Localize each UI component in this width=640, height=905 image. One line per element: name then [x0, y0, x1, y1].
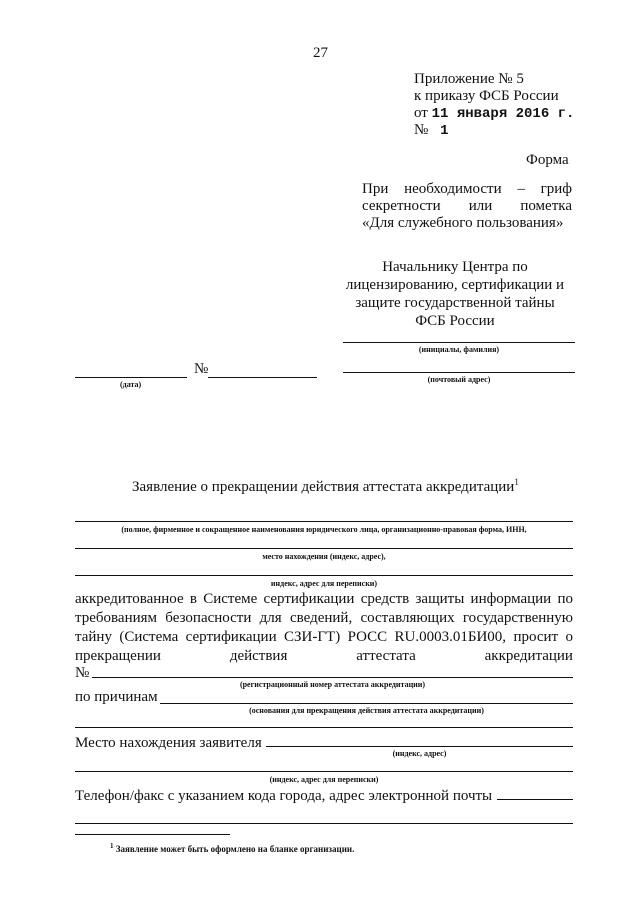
postal-address-line[interactable] — [343, 372, 575, 373]
footnote — [110, 840, 354, 855]
org-location-caption: место нахождения (индекс, адрес), — [262, 552, 386, 561]
applicant-mail-caption: (индекс, адрес для переписки) — [269, 775, 379, 784]
phone-line-2[interactable] — [75, 823, 573, 824]
secrecy-word: – — [517, 181, 525, 197]
org-mail-line[interactable] — [75, 575, 573, 576]
addressee-line4: ФСБ России — [415, 313, 495, 329]
appendix-order: к приказу ФСБ России — [414, 88, 559, 104]
appendix-number — [414, 121, 448, 140]
reg-number-sign: № — [75, 665, 90, 681]
secrecy-word: или — [468, 198, 493, 214]
body-word: прекращении — [75, 648, 161, 664]
secrecy-word: При — [362, 181, 389, 197]
page-number: 27 — [313, 45, 328, 61]
date-line[interactable] — [75, 377, 187, 378]
phone-line[interactable] — [497, 799, 573, 800]
statement-title-text: Заявление о прекращении действия аттестата аккредитации — [132, 479, 515, 495]
reg-number-caption: (регистрационный номер аттестата аккредитации) — [239, 680, 426, 689]
applicant-location-caption: (индекс, адрес) — [392, 749, 447, 758]
applicant-mail-line[interactable] — [75, 771, 573, 772]
appendix-date-value: 11 января 2016 г. — [431, 106, 575, 122]
footnote-text: Заявление может быть оформлено на бланке организации. — [115, 844, 355, 854]
secrecy-word: гриф — [540, 181, 572, 197]
footnote-ref: 1 — [514, 477, 519, 487]
body-line4 — [75, 647, 573, 665]
org-location-line[interactable] — [75, 548, 573, 549]
form-label: Форма — [526, 152, 569, 168]
outgoing-number-line[interactable] — [208, 377, 317, 378]
body-line1: аккредитованное в Системе сертификации средств защиты информации по — [75, 591, 573, 607]
appendix-title: Приложение № 5 — [414, 71, 524, 87]
addressee-line1: Начальнику Центра по — [382, 259, 528, 275]
addressee-line3: защите государственной тайны — [355, 295, 555, 311]
date-caption: (дата) — [120, 380, 142, 389]
secrecy-note-line2 — [362, 197, 572, 215]
secrecy-word: секретности — [362, 198, 441, 214]
statement-title — [132, 473, 519, 496]
footnote-number: 1 — [110, 842, 114, 850]
body-line2: требованиям безопасности для сведений, составляющих государственную — [75, 610, 573, 626]
secrecy-word: пометка — [520, 198, 572, 214]
secrecy-word: необходимости — [404, 181, 502, 197]
initials-caption: (инициалы, фамилия) — [418, 345, 500, 354]
number-sign: № — [194, 361, 209, 377]
body-word: действия — [229, 648, 288, 664]
reasons-line-2[interactable] — [75, 727, 573, 728]
body-word: аттестата — [356, 648, 416, 664]
reg-number-line[interactable] — [92, 677, 573, 678]
org-name-line[interactable] — [75, 521, 573, 522]
body-word: аккредитации — [484, 648, 573, 664]
secrecy-note-line1 — [362, 180, 572, 198]
applicant-location-label: Место нахождения заявителя — [75, 735, 262, 751]
initials-line[interactable] — [343, 342, 575, 343]
org-name-caption: (полное, фирменное и сокращенное наименования юридического лица, организационно-правовая форма, ИНН, — [121, 525, 527, 534]
org-mail-caption: индекс, адрес для переписки) — [270, 579, 378, 588]
reasons-line[interactable] — [160, 703, 573, 704]
postal-address-caption: (почтовый адрес) — [427, 375, 491, 384]
reasons-label: по причинам — [75, 689, 158, 705]
appendix-number-value: 1 — [440, 123, 449, 139]
appendix-date-prefix: от — [414, 105, 428, 121]
addressee-line2: лицензированию, сертификации и — [345, 277, 565, 293]
applicant-location-line[interactable] — [266, 746, 573, 747]
appendix-number-prefix: № — [414, 122, 429, 138]
reasons-caption: (основания для прекращения действия аттестата аккредитации) — [249, 706, 484, 715]
footnote-separator — [75, 834, 230, 835]
secrecy-note-line3: «Для служебного пользования» — [362, 215, 564, 231]
phone-label: Телефон/факс с указанием кода города, адрес электронной почты — [75, 788, 493, 804]
body-line3: тайну (Система сертификации СЗИ-ГТ) РОСС RU.0003.01БИ00, просит о — [75, 629, 573, 645]
